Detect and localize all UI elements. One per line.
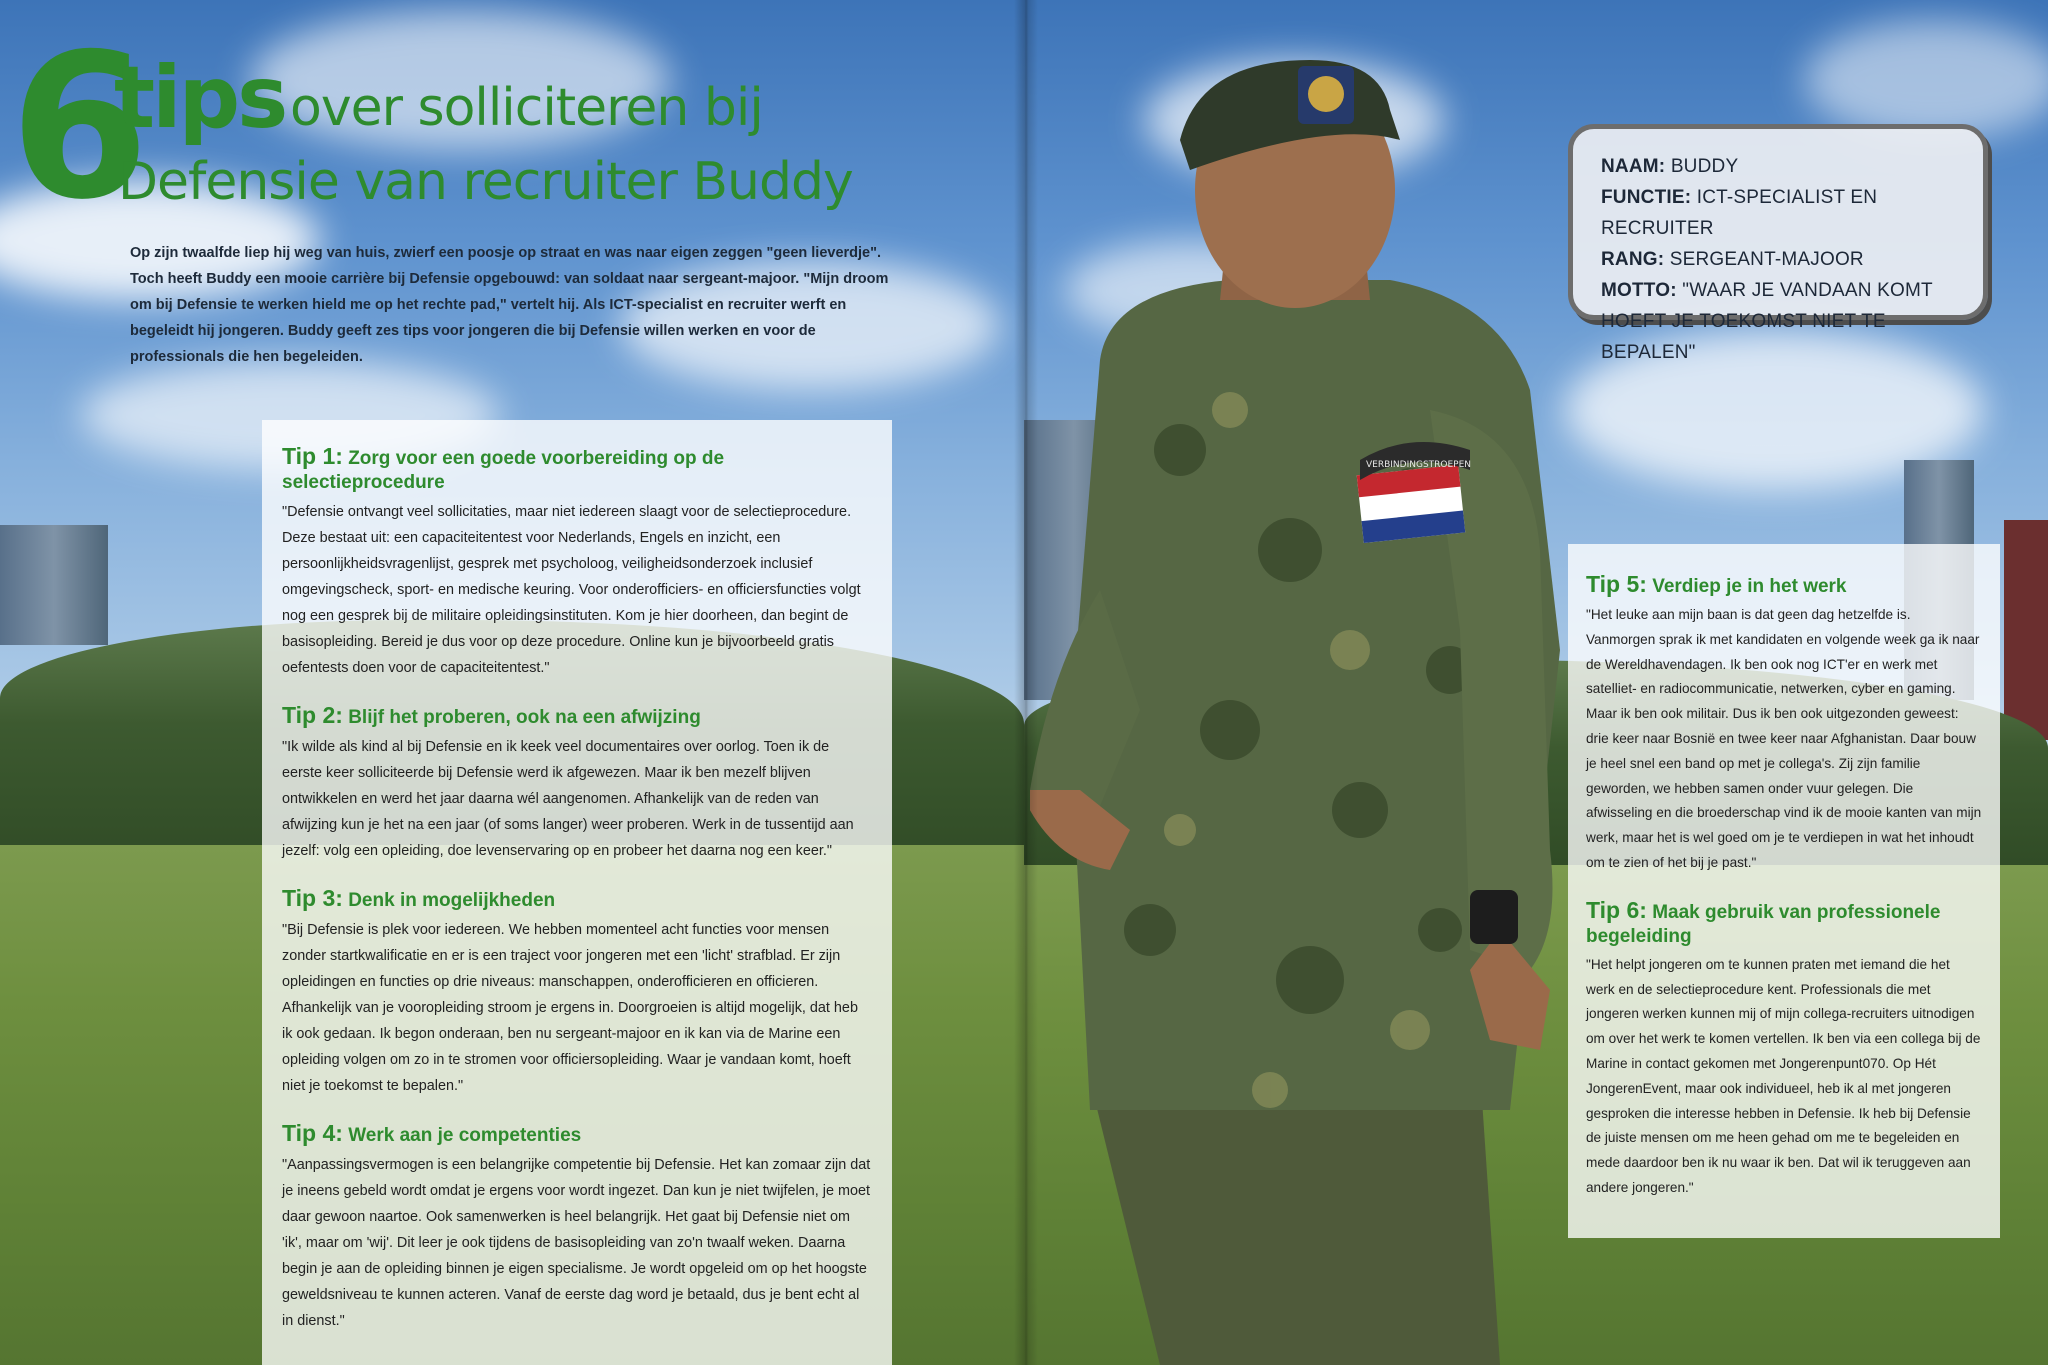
tip-title: Tip 5: Verdiep je in het werk: [1586, 571, 1847, 597]
page-gutter: [1014, 0, 1038, 1365]
tip-4: [282, 1121, 872, 1334]
tip-body: "Bij Defensie is plek voor iedereen. We hebben momenteel acht functies voor mensen zonder startkwalificatie en er is een traject voor jongeren met een 'licht' strafblad. Er zijn opleidingen en functies op drie niveaus: manschappen, onderofficieren en officieren. Afhankelijk van je vooropleiding stroom je ergens in. Doorgroeien is altijd mogelijk, dat heb ik ook gedaan. Ik begon onderaan, ben nu sergeant-majoor en ik kan via de Marine een opleiding volgen om zo in te stromen voor officiersopleiding. Waar je vandaan komt, hoeft niet je toekomst te bepalen.": [282, 922, 858, 1094]
tip-5: [1586, 572, 1982, 876]
profile-box: [1568, 124, 1988, 363]
tip-title: Tip 1: Zorg voor een goede voorbereiding op de selectieprocedure: [282, 443, 725, 493]
tip-title: Tip 3: Denk in mogelijkheden: [282, 885, 556, 911]
profile-name: NAAM: BUDDY: [1601, 156, 1739, 177]
profile-motto-cont: HOEFT JE TOEKOMST NIET TE BEPALEN": [1601, 311, 1886, 363]
tips-panel-left: [262, 420, 892, 1365]
profile-rank: RANG: SERGEANT-MAJOOR: [1601, 249, 1864, 270]
headline-tips-word: tips: [114, 48, 286, 148]
soldier-photo: [1030, 30, 1590, 1365]
tip-body: "Defensie ontvangt veel sollicitaties, maar niet iedereen slaagt voor de selectieprocedure. Deze bestaat uit: een capaciteitentest voor Nederlands, Engels en inzicht, een persoonlijkheidsvragenlijst, gesprek met psycholoog, veiligheidsonderzoek inclusief omgevingscheck, sport- en medische keuring. Voor onderofficiers- en officiersfuncties volgt nog een gesprek bij de militaire opleidingsinstituten. Kom je hier doorheen, dan begint de basisopleiding. Bereid je dus voor op deze procedure. Online kun je bijvoorbeeld gratis oefentests doen voor de capaciteitentest.": [282, 504, 861, 676]
headline-number: 6: [10, 11, 144, 244]
tip-body: "Aanpassingsvermogen is een belangrijke competentie bij Defensie. Het kan zomaar zijn dat je ineens gebeld wordt omdat je ergens voor wordt ingezet. Dan kun je niet twijfelen, je moet daar gewoon naartoe. Ook samenwerken is heel belangrijk. Het gaat bij Defensie niet om 'ik', maar om 'wij'. Dit leer je ook tijdens de basisopleiding van zo'n twaalf weken. Daarna begin je aan de opleiding binnen je eigen specialisme. Je wordt opgeleid om op het hoogste geweldsniveau te kunnen acteren. Vanaf de eerste dag word je betaald, dus je bent echt al in dienst.": [282, 1157, 871, 1329]
intro-paragraph: Op zijn twaalfde liep hij weg van huis, zwierf een poosje op straat en was naar eigen zeggen "geen lieverdje". Toch heeft Buddy een mooie carrière bij Defensie opgebouwd: van soldaat naar sergeant-majoor. "Mijn droom om bij Defensie te werken hield me op het rechte pad," vertelt hij. Als ICT-specialist en recruiter werft en begeleidt hij jongeren. Buddy geeft zes tips voor jongeren die bij Defensie willen werken en voor de professionals die hen begeleiden.: [130, 245, 889, 365]
headline-line1: over solliciteren bij: [290, 78, 763, 138]
profile-motto: MOTTO: "WAAR JE VANDAAN KOMT: [1601, 280, 1933, 301]
profile-function: FUNCTIE: ICT-SPECIALIST EN RECRUITER: [1601, 187, 1878, 239]
tip-2: [282, 703, 872, 864]
tip-body: "Het leuke aan mijn baan is dat geen dag hetzelfde is. Vanmorgen sprak ik met kandidaten en volgende week ga ik naar de Wereldhavendagen. Ik ben ook nog ICT'er en werk met satelliet- en radiocommunicatie, netwerken, cyber en gaming. Maar ik ben ook militair. Dus ik ben ook uitgezonden geweest: drie keer naar Bosnië en twee keer naar Afghanistan. Daar bouw je heel snel een band op met je collega's. Zij zijn familie geworden, we hebben samen onder vuur gelegen. Die afwisseling en die broederschap vind ik de mooie kanten van mijn werk, maar het is wel goed om je te verdiepen in wat het inhoudt om te zien of het bij je past.": [1586, 607, 1982, 870]
tip-title: Tip 6: Maak gebruik van professionele begeleiding: [1586, 896, 1941, 947]
tip-3: [282, 886, 872, 1099]
tip-body: "Het helpt jongeren om te kunnen praten met iemand die het werk en de selectieprocedure kent. Professionals die met jongeren werken kunnen mij of mijn collega-recruiters uitnodigen om over het werk te komen vertellen. Ik ben via een collega bij de Marine in contact gekomen met Jongerenpunt070. Op Hét JongerenEvent, maar ook individueel, heb ik al met jongeren gesproken die interesse hebben in Defensie. Ik heb bij Defensie de juiste mensen om me heen gehad om me te begeleiden en mede daardoor ben ik nu waar ik ben. Dat wil ik teruggeven aan andere jongeren.": [1586, 956, 1981, 1195]
tip-6: [1586, 898, 1982, 1201]
tip-1: [282, 444, 872, 681]
headline-line2: Defensie van recruiter Buddy: [118, 152, 853, 212]
watch-icon: [1470, 890, 1518, 944]
tip-title: Tip 2: Blijf het proberen, ook na een afwijzing: [282, 702, 701, 728]
tip-title: Tip 4: Werk aan je competenties: [282, 1120, 582, 1146]
tips-panel-right: [1568, 544, 2000, 1238]
unit-tab-text: VERBINDINGSTROEPEN: [1366, 460, 1472, 470]
tip-body: "Ik wilde als kind al bij Defensie en ik keek veel documentaires over oorlog. Toen ik de eerste keer solliciteerde bij Defensie werd ik afgewezen. Maar ik ben mezelf blijven ontwikkelen en werd het jaar daarna wél aangenomen. Afhankelijk van de reden van afwijzing kun je het na een jaar (of soms langer) weer proberen. Werk in de tussentijd aan jezelf: volg een opleiding, doe levenservaring op en probeer het daarna nog een keer.": [282, 739, 854, 859]
